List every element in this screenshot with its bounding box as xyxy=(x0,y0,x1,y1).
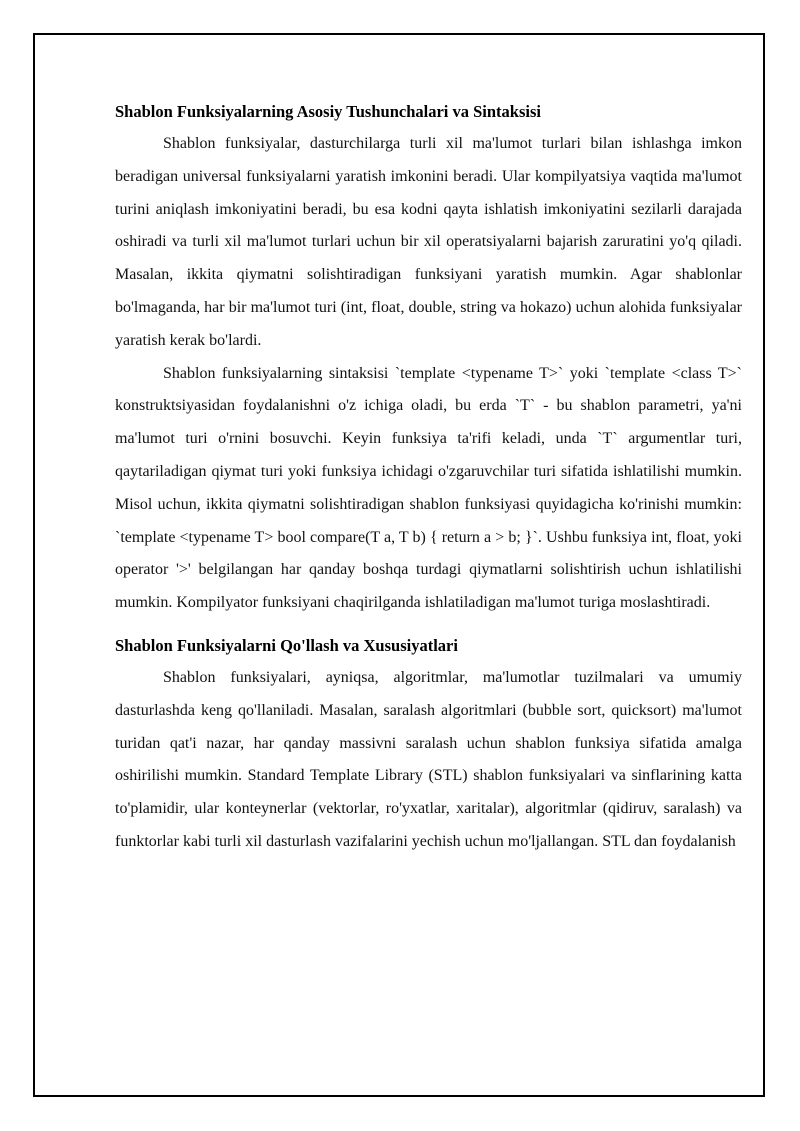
paragraph: Shablon funksiyalari, ayniqsa, algoritmlar, ma'lumotlar tuzilmalari va umumiy dasturlashda keng qo'llaniladi. Masalan, saralash algoritmlari (bubble sort, quicksort) ma'lumot turidan qat'i nazar, har qanday massivni saralash uchun shablon funksiya sifatida amalga oshirilishi mumkin. Standard Template Library (STL) shablon funksiyalari va sinflarining katta to'plamidir, ular konteynerlar (vektorlar, ro'yxatlar, xaritalar), algoritmlar (qidiruv, saralash) va funktorlar kabi turli xil dasturlash vazifalarini yechish uchun mo'ljallangan. STL dan foydalanish xyxy=(115,668,742,850)
section-heading-usage: Shablon Funksiyalarni Qo'llash va Xususiyatlari xyxy=(115,635,458,655)
document-body xyxy=(115,96,742,859)
paragraph: Shablon funksiyalar, dasturchilarga turli xil ma'lumot turlari bilan ishlashga imkon beradigan universal funksiyalarni yaratish imkonini beradi. Ular kompilyatsiya vaqtida ma'lumot turini aniqlash imkoniyatini beradi, bu esa kodni qayta ishlatish imkoniyatini sezilarli darajada oshiradi va turli xil ma'lumot turlari uchun bir xil operatsiyalarni bajarish zaruratini yo'q qiladi. Masalan, ikkita qiymatni solishtiradigan funksiyani yaratish mumkin. Agar shablonlar bo'lmaganda, har bir ma'lumot turi (int, float, double, string va hokazo) uchun alohida funksiyalar yaratish kerak bo'lardi. xyxy=(115,135,742,349)
paragraph: Shablon funksiyalarning sintaksisi `template <typename T>` yoki `template <class T>` konstruktsiyasidan foydalanishni o'z ichiga oladi, bu erda `T` - bu shablon parametri, ya'ni ma'lumot turi o'rnini bosuvchi. Keyin funksiya ta'rifi keladi, unda `T` argumentlar turi, qaytariladigan qiymat turi yoki funksiya ichidagi o'zgaruvchilar turi sifatida ishlatilishi mumkin. Misol uchun, ikkita qiymatni solishtiradigan shablon funksiyasi quyidagicha ko'rinishi mumkin: `template <typename T> bool compare(T a, T b) { return a > b; }`. Ushbu funksiya int, float, yoki operator '>' belgilangan har qanday boshqa turdagi qiymatlarni solishtirish uchun ishlatilishi mumkin. Kompilyator funksiyani chaqirilganda ishlatiladigan ma'lumot turiga moslashtiradi. xyxy=(115,364,742,612)
section-heading-basics: Shablon Funksiyalarning Asosiy Tushunchalari va Sintaksisi xyxy=(115,102,541,121)
